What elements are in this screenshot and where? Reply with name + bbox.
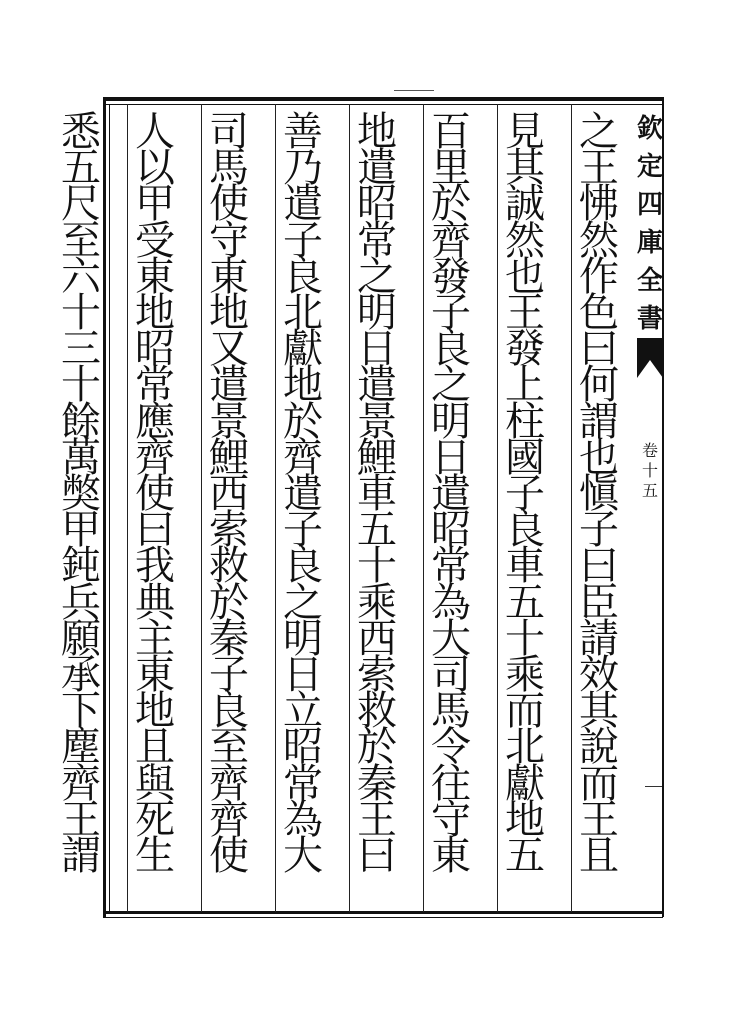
text-char: 索 <box>357 652 397 698</box>
text-char: 我 <box>135 543 175 590</box>
text-char: 昭 <box>283 724 323 771</box>
text-char: 人 <box>135 109 175 155</box>
text-char: 子 <box>283 507 323 554</box>
text-char: 常 <box>357 217 397 264</box>
text-char: 何 <box>579 362 619 409</box>
column-divider <box>201 104 202 912</box>
text-char: 且 <box>579 833 619 879</box>
text-char: 之 <box>357 253 397 300</box>
text-char: 日 <box>283 652 323 698</box>
text-char: 然 <box>505 217 545 264</box>
text-char: 子 <box>579 507 619 554</box>
text-char: 之 <box>283 579 323 626</box>
text-char: 請 <box>579 615 619 662</box>
margin-title-char: 定 <box>637 152 664 182</box>
text-char: 於 <box>209 579 249 626</box>
text-char: 受 <box>135 217 175 264</box>
text-char: 子 <box>431 290 471 336</box>
text-char: 十 <box>357 543 397 590</box>
text-char: 鯉 <box>209 434 249 481</box>
text-char: 明 <box>283 615 323 662</box>
text-char: 東 <box>209 253 249 300</box>
text-char: 齊 <box>431 217 471 264</box>
text-char: 臣 <box>579 579 619 626</box>
text-char: 使 <box>209 833 249 879</box>
text-char: 遣 <box>357 362 397 409</box>
text-char: 謂 <box>61 833 101 879</box>
text-char: 齊 <box>135 434 175 481</box>
text-char: 地 <box>357 109 397 155</box>
text-char: 三 <box>61 326 101 373</box>
text-char: 昭 <box>357 181 397 228</box>
text-char: 又 <box>209 326 249 373</box>
text-char: 之 <box>431 362 471 409</box>
text-char: 大 <box>431 615 471 662</box>
text-char: 常 <box>431 543 471 590</box>
text-column <box>348 108 406 908</box>
text-char: 至 <box>61 217 101 264</box>
frame-top-border <box>103 97 663 101</box>
text-char: 明 <box>431 398 471 445</box>
text-char: 塵 <box>61 724 101 771</box>
text-char: 遣 <box>431 471 471 517</box>
text-char: 往 <box>431 760 471 807</box>
margin-volume-char: 五 <box>641 481 658 500</box>
text-char: 承 <box>61 652 101 698</box>
text-char: 王 <box>61 796 101 843</box>
text-char: 司 <box>209 109 249 155</box>
text-char: 效 <box>579 652 619 698</box>
text-char: 曰 <box>579 543 619 590</box>
text-char: 獻 <box>505 760 545 807</box>
text-column <box>496 108 554 908</box>
text-char: 西 <box>209 471 249 517</box>
text-char: 齊 <box>209 796 249 843</box>
text-char: 上 <box>505 362 545 409</box>
text-char: 常 <box>283 760 323 807</box>
text-char: 北 <box>283 290 323 336</box>
text-char: 鯉 <box>357 434 397 481</box>
text-char: 誠 <box>505 181 545 228</box>
text-char: 子 <box>209 652 249 698</box>
text-char: 愼 <box>579 471 619 517</box>
text-char: 於 <box>431 181 471 228</box>
text-char: 甲 <box>135 181 175 228</box>
text-char: 見 <box>505 109 545 155</box>
text-char: 車 <box>505 543 545 590</box>
text-char: 秦 <box>209 615 249 662</box>
text-char: 王 <box>579 145 619 192</box>
text-char: 遣 <box>283 471 323 517</box>
text-char: 也 <box>505 253 545 300</box>
text-char: 柱 <box>505 398 545 445</box>
text-char: 齊 <box>283 434 323 481</box>
text-char: 萬 <box>61 434 101 481</box>
text-column <box>274 108 332 908</box>
text-char: 遣 <box>283 181 323 228</box>
text-char: 景 <box>209 398 249 445</box>
text-char: 其 <box>579 688 619 735</box>
text-char: 王 <box>579 796 619 843</box>
text-char: 發 <box>431 253 471 300</box>
text-char: 立 <box>283 688 323 735</box>
text-char: 乘 <box>505 652 545 698</box>
column-divider <box>571 104 572 912</box>
text-char: 以 <box>135 145 175 192</box>
frame-bottom-inner-border <box>103 917 663 918</box>
top-mark <box>394 90 434 91</box>
text-char: 使 <box>135 471 175 517</box>
frame-top-inner-border <box>103 104 663 105</box>
margin-volume-char: 卷 <box>641 441 658 460</box>
text-char: 發 <box>505 326 545 373</box>
text-char: 十 <box>61 290 101 336</box>
text-char: 曰 <box>135 507 175 554</box>
text-char: 常 <box>135 362 175 409</box>
text-char: 救 <box>209 543 249 590</box>
text-char: 五 <box>505 579 545 626</box>
text-char: 昭 <box>135 326 175 373</box>
text-char: 善 <box>283 109 323 155</box>
text-char: 地 <box>283 362 323 409</box>
margin-title-char: 全 <box>637 266 664 296</box>
text-char: 西 <box>357 615 397 662</box>
text-char: 北 <box>505 724 545 771</box>
text-char: 然 <box>579 217 619 264</box>
text-char: 鈍 <box>61 543 101 590</box>
text-char: 說 <box>579 724 619 771</box>
margin-title-char: 欽 <box>637 114 664 144</box>
text-char: 王 <box>505 290 545 336</box>
text-char: 車 <box>357 471 397 517</box>
text-char: 作 <box>579 253 619 300</box>
text-char: 王 <box>357 796 397 843</box>
text-column <box>200 108 258 908</box>
text-char: 生 <box>135 833 175 879</box>
text-char: 乘 <box>357 579 397 626</box>
text-char: 色 <box>579 290 619 336</box>
text-char: 日 <box>357 326 397 373</box>
text-column <box>52 108 110 908</box>
column-divider <box>423 104 424 912</box>
text-char: 於 <box>283 398 323 445</box>
text-char: 良 <box>505 507 545 554</box>
text-char: 十 <box>61 362 101 409</box>
text-char: 其 <box>505 145 545 192</box>
text-column <box>126 108 184 908</box>
text-char: 東 <box>135 253 175 300</box>
text-char: 於 <box>357 724 397 771</box>
column-divider <box>349 104 350 912</box>
text-char: 主 <box>135 615 175 662</box>
text-char: 至 <box>209 724 249 771</box>
text-char: 且 <box>135 724 175 771</box>
text-char: 獘 <box>61 471 101 517</box>
text-char: 子 <box>505 471 545 517</box>
text-char: 謂 <box>579 398 619 445</box>
text-char: 日 <box>431 434 471 481</box>
text-char: 死 <box>135 796 175 843</box>
text-char: 也 <box>579 434 619 481</box>
text-char: 與 <box>135 760 175 807</box>
text-char: 里 <box>431 145 471 192</box>
text-char: 悉 <box>61 109 101 155</box>
text-char: 子 <box>283 217 323 264</box>
text-char: 乃 <box>283 145 323 192</box>
text-char: 齊 <box>209 760 249 807</box>
margin-title-char: 書 <box>637 304 664 334</box>
text-char: 六 <box>61 253 101 300</box>
text-char: 之 <box>579 109 619 155</box>
text-char: 下 <box>61 688 101 735</box>
text-char: 良 <box>209 688 249 735</box>
text-char: 曰 <box>579 326 619 373</box>
text-char: 救 <box>357 688 397 735</box>
text-char: 曰 <box>357 833 397 879</box>
margin-title-char: 庫 <box>637 228 664 258</box>
text-char: 良 <box>283 543 323 590</box>
text-char: 而 <box>579 760 619 807</box>
text-char: 東 <box>431 833 471 879</box>
column-divider <box>127 104 128 912</box>
text-char: 遣 <box>357 145 397 192</box>
text-char: 願 <box>61 615 101 662</box>
text-char: 馬 <box>431 688 471 735</box>
text-char: 司 <box>431 652 471 698</box>
column-divider <box>497 104 498 912</box>
text-column <box>570 108 628 908</box>
text-char: 地 <box>135 290 175 336</box>
text-char: 馬 <box>209 145 249 192</box>
margin-title-char: 四 <box>637 190 664 220</box>
text-char: 地 <box>505 796 545 843</box>
text-char: 十 <box>505 615 545 662</box>
text-char: 明 <box>357 290 397 336</box>
text-char: 典 <box>135 579 175 626</box>
text-char: 遣 <box>209 362 249 409</box>
text-char: 使 <box>209 181 249 228</box>
text-char: 良 <box>283 253 323 300</box>
margin-tick <box>645 786 662 787</box>
text-char: 昭 <box>431 507 471 554</box>
text-char: 地 <box>135 688 175 735</box>
text-char: 甲 <box>61 507 101 554</box>
fishtail-mark-icon <box>637 338 663 378</box>
text-char: 尺 <box>61 181 101 228</box>
frame-bottom-border <box>103 911 663 914</box>
text-char: 景 <box>357 398 397 445</box>
margin-volume <box>637 440 663 500</box>
text-char: 五 <box>61 145 101 192</box>
text-char: 怫 <box>579 181 619 228</box>
column-divider <box>275 104 276 912</box>
text-char: 大 <box>283 833 323 879</box>
text-char: 秦 <box>357 760 397 807</box>
text-char: 齊 <box>61 760 101 807</box>
text-char: 而 <box>505 688 545 735</box>
text-char: 應 <box>135 398 175 445</box>
text-column <box>422 108 480 908</box>
text-char: 五 <box>357 507 397 554</box>
text-char: 國 <box>505 434 545 481</box>
text-char: 東 <box>135 652 175 698</box>
text-char: 守 <box>209 217 249 264</box>
text-char: 地 <box>209 290 249 336</box>
text-char: 五 <box>505 833 545 879</box>
text-char: 百 <box>431 109 471 155</box>
margin-title <box>637 104 663 336</box>
margin-volume-char: 十 <box>641 461 658 480</box>
text-char: 為 <box>283 796 323 843</box>
text-char: 良 <box>431 326 471 373</box>
text-char: 餘 <box>61 398 101 445</box>
text-char: 獻 <box>283 326 323 373</box>
text-char: 令 <box>431 724 471 771</box>
text-char: 守 <box>431 796 471 843</box>
text-char: 兵 <box>61 579 101 626</box>
text-char: 為 <box>431 579 471 626</box>
text-char: 索 <box>209 507 249 554</box>
